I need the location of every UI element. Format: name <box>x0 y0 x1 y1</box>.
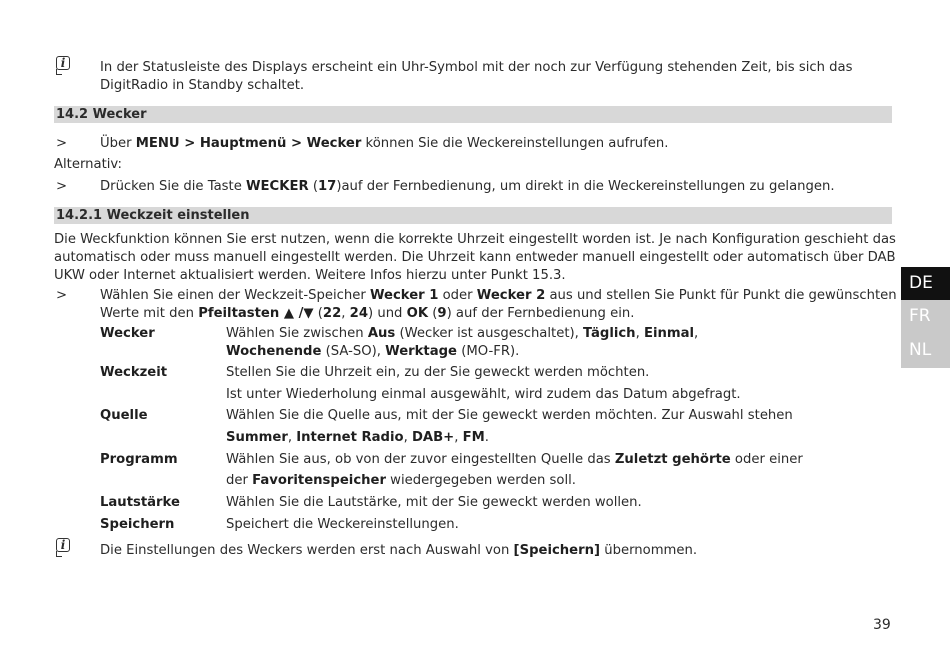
note-text: In der Statusleiste des Displays erscheint ein Uhr-Symbol mit der noch zur Verfügung stehenden Zeit, bis sich das DigitRadio in Standby schaltet. <box>100 60 853 93</box>
def-value-weckzeit-extra: Ist unter Wiederholung einmal ausgewählt, wird zudem das Datum abgefragt. <box>226 387 741 402</box>
language-tab-de[interactable]: DE <box>901 267 950 300</box>
def-label-quelle: Quelle <box>100 408 148 423</box>
step-text: Über MENU > Hauptmenü > Wecker können Sie die Weckereinstellungen aufrufen. <box>100 136 669 151</box>
alternativ-label: Alternativ: <box>54 157 122 172</box>
def-value-wecker: Wählen Sie zwischen Aus (Wecker ist ausgeschaltet), Täglich, Einmal, Wochenende (SA-SO), Werktage (MO-FR). <box>226 326 699 359</box>
language-tabs <box>901 267 950 368</box>
def-label-wecker: Wecker <box>100 326 155 341</box>
language-tab-nl[interactable]: NL <box>909 340 932 360</box>
def-value-speichern: Speichert die Weckereinstellungen. <box>226 517 459 532</box>
def-value-programm: Wählen Sie aus, ob von der zuvor eingestellten Quelle das Zuletzt gehörte oder einer <box>226 452 803 467</box>
step-text: Wählen Sie einen der Weckzeit-Speicher Wecker 1 oder Wecker 2 aus und stellen Sie Punkt für Punkt die gewünschten Werte mit den Pfeiltasten ▲ /▼ (22, 24) und OK (9) auf der Fernbedienung ein. <box>100 288 897 321</box>
language-tab-fr[interactable]: FR <box>909 306 931 326</box>
def-value-lautstaerke: Wählen Sie die Lautstärke, mit der Sie geweckt werden wollen. <box>226 495 642 510</box>
def-value-weckzeit: Stellen Sie die Uhrzeit ein, zu der Sie geweckt werden möchten. <box>226 365 650 380</box>
step-marker: > <box>56 136 68 151</box>
def-value-quelle: Wählen Sie die Quelle aus, mit der Sie geweckt werden möchten. Zur Auswahl stehen <box>226 408 793 423</box>
info-note-icon: i <box>56 56 70 70</box>
def-label-speichern: Speichern <box>100 517 175 532</box>
step-marker: > <box>56 179 68 194</box>
def-label-lautstaerke: Lautstärke <box>100 495 180 510</box>
def-label-programm: Programm <box>100 452 178 467</box>
note-text: Die Einstellungen des Weckers werden erst nach Auswahl von [Speichern] übernommen. <box>100 543 698 558</box>
def-value-quelle-options: Summer, Internet Radio, DAB+, FM. <box>226 430 489 445</box>
section-heading-14-2: 14.2 Wecker <box>54 106 892 123</box>
info-note-icon: i <box>56 538 70 552</box>
step-marker: > <box>56 288 68 303</box>
def-label-weckzeit: Weckzeit <box>100 365 168 380</box>
def-value-programm-cont: der Favoritenspeicher wiedergegeben werden soll. <box>226 473 576 488</box>
step-text: Drücken Sie die Taste WECKER (17)auf der Fernbedienung, um direkt in die Weckereinstellungen zu gelangen. <box>100 179 835 194</box>
body-paragraph: Die Weckfunktion können Sie erst nutzen, wenn die korrekte Uhrzeit eingestellt worden ist. Je nach Konfiguration geschieht das automatisch oder muss manuell eingestellt werden. Die Uhrzeit kann entweder manuell eingestellt oder automatisch über DAB UKW oder Internet aktualisiert werden. Weitere Infos hierzu unter Punkt 15.3. <box>54 232 896 283</box>
page-number: 39 <box>873 617 891 633</box>
section-heading-14-2-1: 14.2.1 Weckzeit einstellen <box>54 207 892 224</box>
